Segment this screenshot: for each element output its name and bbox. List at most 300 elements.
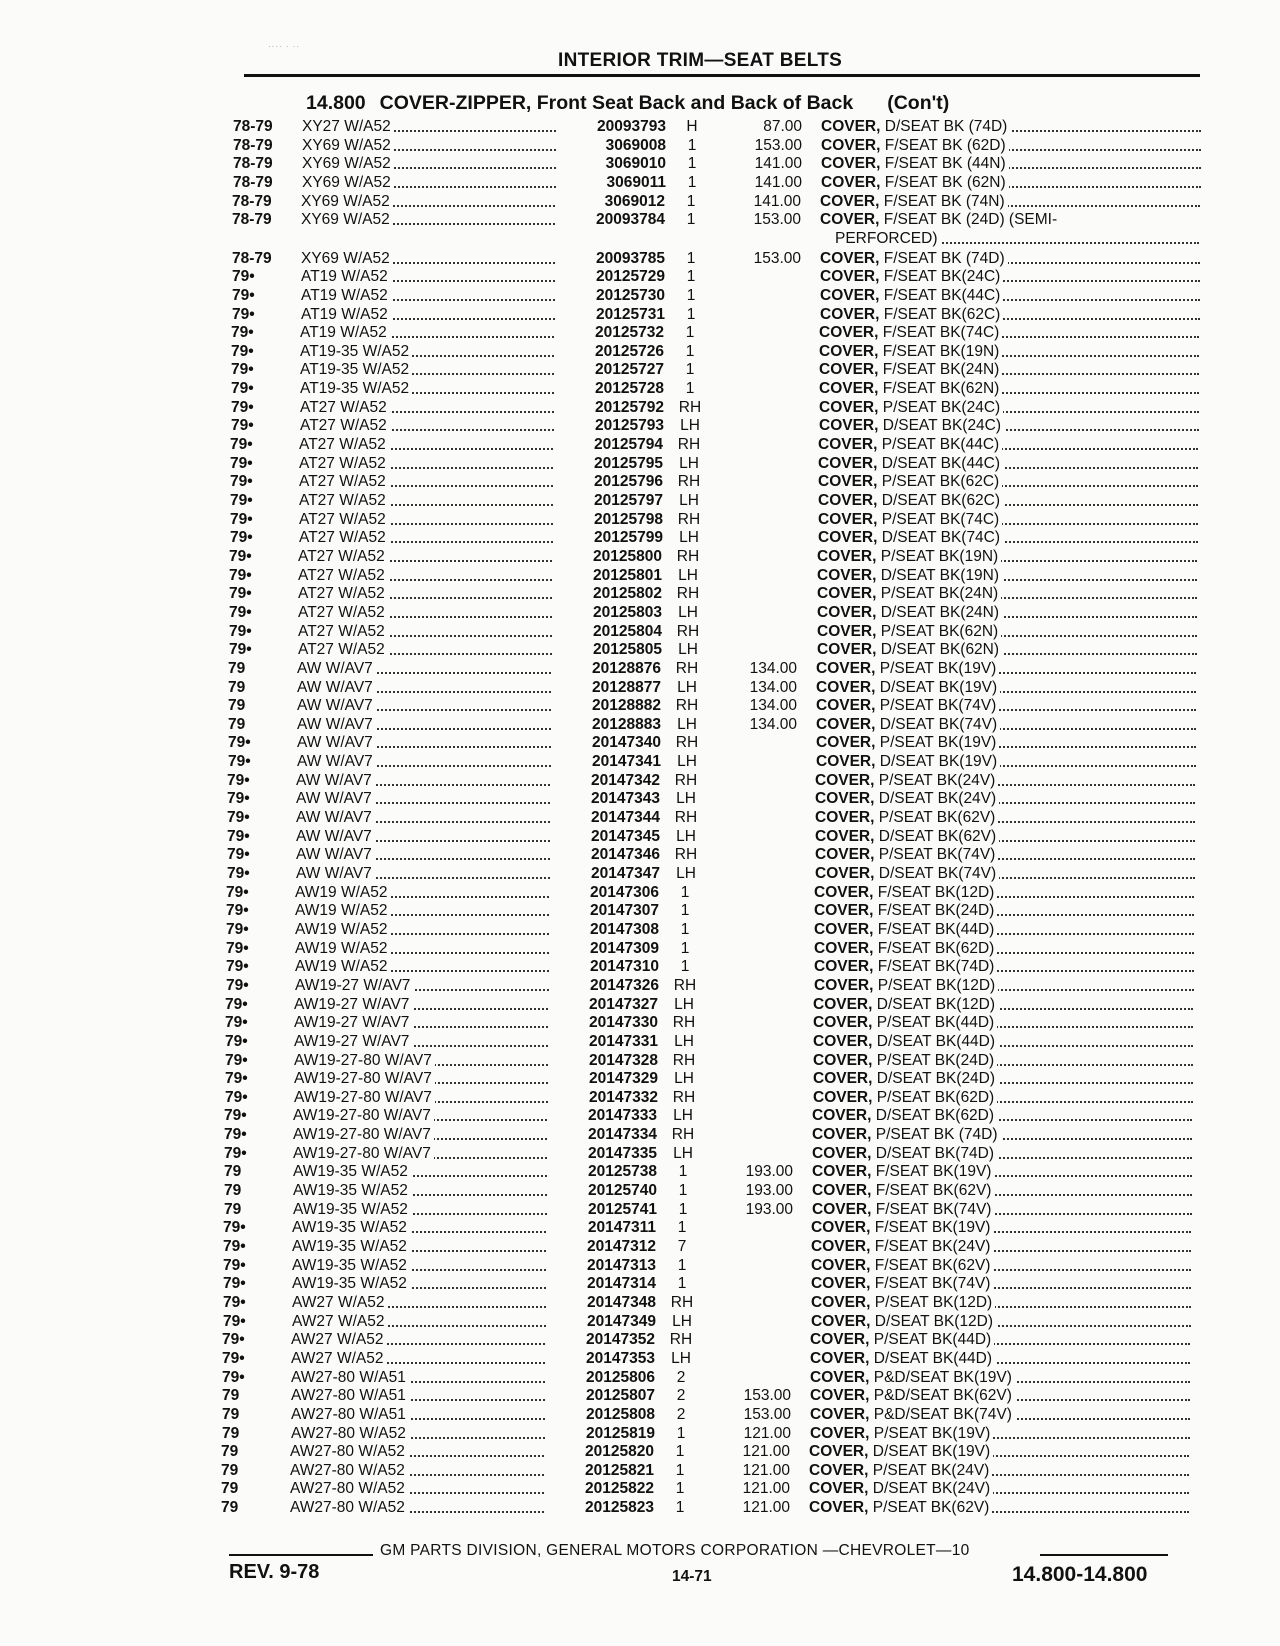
model-text: AW19-35 W/A52 bbox=[293, 1201, 411, 1218]
quantity-cell: 1 bbox=[680, 920, 690, 938]
year-cell: 79• bbox=[225, 1014, 248, 1032]
description-cell bbox=[815, 808, 1195, 827]
description-cell bbox=[813, 1069, 1193, 1088]
price-cell: 141.00 bbox=[754, 173, 802, 191]
table-row bbox=[0, 267, 1280, 286]
description-cell bbox=[816, 733, 1196, 752]
description-keyword: COVER, bbox=[809, 1461, 869, 1479]
part-number-cell: 20125740 bbox=[588, 1182, 657, 1200]
table-row bbox=[0, 547, 1280, 566]
description-keyword: COVER, bbox=[819, 398, 879, 416]
description-detail: F/SEAT BK(44C) bbox=[879, 286, 1001, 304]
table-row bbox=[0, 342, 1280, 361]
description-keyword: COVER, bbox=[811, 1312, 871, 1330]
table-row bbox=[0, 192, 1280, 211]
price-cell: 134.00 bbox=[749, 678, 797, 696]
table-row bbox=[0, 1386, 1280, 1405]
description-cell bbox=[812, 1162, 1192, 1181]
description-keyword: COVER, bbox=[811, 1219, 871, 1237]
year-cell: 79 bbox=[221, 1480, 239, 1498]
description-keyword: COVER, bbox=[820, 286, 880, 304]
description-cell bbox=[810, 1368, 1190, 1387]
model-text: AW19-35 W/A52 bbox=[293, 1163, 411, 1180]
description-text bbox=[815, 809, 998, 826]
description-detail: P/SEAT BK(44D) bbox=[872, 1014, 995, 1032]
description-keyword: COVER, bbox=[811, 1238, 871, 1255]
year-cell: 79 bbox=[228, 659, 246, 677]
year-cell: 79• bbox=[225, 1070, 248, 1088]
part-number-cell: 20147348 bbox=[587, 1293, 656, 1311]
description-keyword: COVER, bbox=[816, 659, 876, 677]
year-cell: 79 bbox=[228, 715, 246, 733]
description-keyword: COVER, bbox=[811, 1293, 871, 1311]
description-cell bbox=[811, 1218, 1191, 1237]
page-header-title: INTERIOR TRIM—SEAT BELTS bbox=[558, 50, 843, 71]
description-cell bbox=[813, 995, 1193, 1014]
model-text: XY69 W/A52 bbox=[301, 250, 393, 267]
table-row bbox=[0, 510, 1280, 529]
part-number-cell: 20125822 bbox=[585, 1480, 654, 1498]
table-row bbox=[0, 901, 1280, 920]
price-cell: 193.00 bbox=[745, 1163, 793, 1181]
description-cell bbox=[813, 1013, 1193, 1032]
model-text: AT19-35 W/A52 bbox=[300, 380, 412, 397]
model-text: AW W/AV7 bbox=[296, 790, 375, 807]
part-number-cell: 3069012 bbox=[604, 192, 665, 210]
table-row bbox=[0, 1032, 1280, 1051]
model-text: AT27 W/A52 bbox=[298, 567, 388, 584]
year-cell: 79 bbox=[221, 1443, 239, 1461]
table-row bbox=[0, 939, 1280, 958]
quantity-cell: LH bbox=[678, 603, 698, 621]
description-detail: F/SEAT BK(19N) bbox=[878, 342, 1000, 360]
quantity-cell: 1 bbox=[685, 342, 695, 360]
table-row bbox=[0, 360, 1280, 379]
description-text bbox=[817, 623, 1001, 640]
year-cell: 79• bbox=[229, 622, 252, 640]
description-detail: F/SEAT BK(24V) bbox=[870, 1238, 991, 1255]
quantity-cell: 1 bbox=[680, 958, 690, 976]
model-text: AT27 W/A52 bbox=[298, 641, 388, 658]
price-cell: 153.00 bbox=[754, 136, 802, 154]
description-cell bbox=[814, 920, 1194, 939]
description-cell bbox=[812, 1125, 1192, 1144]
part-number-cell: 20125727 bbox=[595, 361, 664, 379]
description-text bbox=[815, 790, 999, 807]
description-cell bbox=[819, 323, 1199, 342]
footer-revision: REV. 9-78 bbox=[229, 1561, 320, 1583]
description-cell bbox=[816, 752, 1196, 771]
year-cell: 79• bbox=[225, 1088, 248, 1106]
part-number-cell: 20125802 bbox=[593, 585, 662, 603]
description-keyword: COVER, bbox=[813, 1088, 873, 1106]
table-row bbox=[0, 771, 1280, 790]
quantity-cell: RH bbox=[669, 1331, 693, 1349]
quantity-cell: 1 bbox=[678, 1200, 688, 1218]
description-keyword: COVER, bbox=[820, 192, 880, 210]
footer-corporation: GM PARTS DIVISION, GENERAL MOTORS CORPORATION —CHEVROLET—10 bbox=[380, 1542, 970, 1559]
part-number-cell: 20147352 bbox=[586, 1331, 655, 1349]
description-text bbox=[814, 977, 998, 994]
description-text bbox=[812, 1145, 997, 1162]
description-keyword: COVER, bbox=[816, 753, 876, 771]
description-text bbox=[811, 1275, 993, 1292]
description-text: PERFORCED) bbox=[835, 230, 940, 247]
description-text bbox=[821, 155, 1009, 172]
quantity-cell: 2 bbox=[676, 1387, 686, 1405]
price-cell: 141.00 bbox=[754, 155, 802, 173]
description-cell bbox=[835, 229, 1199, 248]
description-text bbox=[816, 753, 1000, 770]
description-detail: D/SEAT BK(44D) bbox=[869, 1349, 993, 1367]
model-text: AW19-27-80 W/AV7 bbox=[293, 1107, 434, 1124]
description-cell bbox=[817, 584, 1197, 603]
part-number-cell: 20147331 bbox=[589, 1032, 658, 1050]
description-detail: F/SEAT BK(44D) bbox=[873, 920, 995, 938]
table-row bbox=[0, 696, 1280, 715]
quantity-cell: LH bbox=[678, 566, 698, 584]
description-keyword: COVER, bbox=[816, 715, 876, 733]
description-text bbox=[818, 492, 1003, 509]
description-detail: D/SEAT BK (74D) bbox=[880, 118, 1008, 135]
description-cell bbox=[810, 1330, 1190, 1349]
description-detail: F/SEAT BK(19V) bbox=[871, 1163, 992, 1181]
description-detail: D/SEAT BK(44C) bbox=[877, 454, 1001, 472]
description-cell bbox=[809, 1479, 1189, 1498]
description-cell bbox=[820, 192, 1200, 211]
year-cell: 79• bbox=[223, 1256, 246, 1274]
description-detail: D/SEAT BK(62C) bbox=[877, 492, 1001, 509]
description-detail: D/SEAT BK(19N) bbox=[876, 566, 1000, 584]
description-text bbox=[815, 846, 998, 863]
description-cell bbox=[817, 566, 1197, 585]
description-cell bbox=[811, 1312, 1191, 1331]
description-detail: F/SEAT BK(74D) bbox=[873, 958, 995, 976]
quantity-cell: 1 bbox=[680, 902, 690, 920]
quantity-cell: 1 bbox=[678, 1182, 688, 1200]
quantity-cell: LH bbox=[677, 753, 697, 771]
model-text: AW19 W/A52 bbox=[295, 902, 390, 919]
quantity-cell: 1 bbox=[685, 380, 695, 398]
description-cell bbox=[820, 267, 1200, 286]
description-cell bbox=[818, 435, 1198, 454]
price-cell: 121.00 bbox=[743, 1424, 791, 1442]
part-number-cell: 20125741 bbox=[588, 1200, 657, 1218]
model-text: AT27 W/A52 bbox=[299, 492, 389, 509]
description-detail: P/SEAT BK(12D) bbox=[870, 1293, 993, 1311]
model-text: AT19-35 W/A52 bbox=[300, 361, 412, 378]
description-text bbox=[811, 1257, 993, 1274]
quantity-cell: RH bbox=[671, 1126, 695, 1144]
description-text bbox=[811, 1219, 993, 1236]
table-row bbox=[0, 1293, 1280, 1312]
description-cell bbox=[819, 379, 1199, 398]
year-cell: 78-79 bbox=[233, 173, 273, 191]
model-text: AW19-27 W/AV7 bbox=[294, 1014, 412, 1031]
description-text bbox=[821, 174, 1009, 191]
description-cell bbox=[816, 678, 1196, 697]
model-text: AW W/AV7 bbox=[297, 753, 376, 770]
description-text bbox=[818, 436, 1002, 453]
part-number-cell: 20125804 bbox=[593, 622, 662, 640]
quantity-cell: RH bbox=[678, 398, 702, 416]
model-text: AW19-27-80 W/AV7 bbox=[294, 1070, 435, 1087]
description-keyword: COVER, bbox=[816, 678, 876, 696]
price-cell: 121.00 bbox=[742, 1461, 790, 1479]
quantity-cell: LH bbox=[673, 1107, 693, 1125]
description-keyword: COVER, bbox=[820, 249, 880, 267]
year-cell: 79• bbox=[227, 809, 250, 827]
description-text bbox=[813, 1070, 998, 1087]
description-text bbox=[813, 996, 998, 1013]
description-cell bbox=[820, 305, 1200, 324]
model-text: AT19 W/A52 bbox=[301, 306, 391, 323]
table-row bbox=[0, 622, 1280, 641]
description-keyword: COVER, bbox=[812, 1163, 872, 1181]
model-text: AW27-80 W/A52 bbox=[291, 1425, 409, 1442]
description-cell bbox=[814, 939, 1194, 958]
description-text bbox=[821, 137, 1009, 154]
description-text bbox=[812, 1163, 994, 1180]
part-number-cell: 20128883 bbox=[592, 715, 661, 733]
description-detail: D/SEAT BK(74V) bbox=[874, 865, 997, 882]
description-keyword: COVER, bbox=[818, 454, 878, 472]
description-keyword: COVER, bbox=[818, 492, 878, 509]
model-text: AT19-35 W/A52 bbox=[300, 343, 412, 360]
year-cell: 79• bbox=[225, 995, 248, 1013]
part-number-cell: 20125801 bbox=[593, 566, 662, 584]
part-number-cell: 20125729 bbox=[596, 268, 665, 286]
description-text bbox=[814, 902, 997, 919]
section-number: 14.800 bbox=[306, 92, 366, 114]
description-keyword: COVER, bbox=[810, 1349, 870, 1367]
description-text bbox=[812, 1126, 1001, 1143]
description-keyword: COVER, bbox=[814, 902, 874, 920]
quantity-cell: 2 bbox=[676, 1405, 686, 1423]
table-row bbox=[0, 398, 1280, 417]
description-text bbox=[815, 828, 999, 845]
model-text: AW19-35 W/A52 bbox=[292, 1257, 410, 1274]
table-row bbox=[0, 659, 1280, 678]
model-text: AT27 W/A52 bbox=[299, 455, 389, 472]
description-cell bbox=[814, 976, 1194, 995]
price-cell: 134.00 bbox=[749, 697, 797, 715]
description-text bbox=[819, 324, 1002, 341]
description-keyword: COVER, bbox=[814, 939, 874, 957]
description-detail: F/SEAT BK (44N) bbox=[880, 155, 1006, 173]
quantity-cell: RH bbox=[676, 547, 700, 565]
description-detail: F/SEAT BK(12D) bbox=[873, 883, 995, 901]
model-text: AW19 W/A52 bbox=[295, 921, 390, 938]
description-text bbox=[813, 1014, 997, 1031]
description-cell bbox=[817, 603, 1197, 622]
model-text: AT19 W/A52 bbox=[300, 324, 390, 341]
table-row bbox=[0, 995, 1280, 1014]
quantity-cell: 1 bbox=[677, 1256, 687, 1274]
description-cell bbox=[812, 1181, 1192, 1200]
table-row bbox=[0, 715, 1280, 734]
description-detail: P/SEAT BK(19V) bbox=[869, 1424, 991, 1442]
part-number-cell: 3069011 bbox=[606, 173, 666, 191]
price-cell: 153.00 bbox=[753, 249, 801, 267]
table-row bbox=[0, 1144, 1280, 1163]
quantity-cell: 1 bbox=[675, 1443, 685, 1461]
model-text: AW27-80 W/A51 bbox=[291, 1387, 409, 1404]
table-row bbox=[0, 416, 1280, 435]
description-text bbox=[817, 585, 1001, 602]
year-cell: 79• bbox=[224, 1144, 247, 1162]
model-text: XY27 W/A52 bbox=[302, 118, 394, 135]
year-cell: 79• bbox=[223, 1219, 246, 1237]
description-cell bbox=[809, 1498, 1189, 1517]
description-text bbox=[814, 884, 997, 901]
table-row bbox=[0, 1498, 1280, 1517]
quantity-cell: LH bbox=[674, 1070, 694, 1088]
description-text bbox=[814, 921, 997, 938]
year-cell: 79• bbox=[230, 492, 253, 509]
table-row bbox=[0, 454, 1280, 473]
year-cell: 79• bbox=[230, 454, 253, 472]
year-cell: 79• bbox=[231, 324, 254, 342]
quantity-cell: RH bbox=[674, 846, 698, 864]
description-cell bbox=[816, 659, 1196, 678]
quantity-cell: LH bbox=[673, 1144, 693, 1162]
footer-section-range: 14.800-14.800 bbox=[1012, 1563, 1148, 1586]
part-number-cell: 20147335 bbox=[588, 1144, 657, 1162]
year-cell: 79• bbox=[232, 305, 255, 323]
scan-artifact: ···· · ·· bbox=[268, 42, 301, 51]
description-detail: D/SEAT BK(24D) bbox=[872, 1070, 996, 1088]
year-cell: 79• bbox=[223, 1293, 246, 1311]
quantity-cell: 1 bbox=[675, 1499, 685, 1517]
table-row bbox=[0, 584, 1280, 603]
description-detail: F/SEAT BK(74V) bbox=[870, 1275, 991, 1293]
model-text: AW W/AV7 bbox=[297, 660, 376, 677]
table-row bbox=[0, 678, 1280, 697]
part-number-cell: 20125728 bbox=[595, 380, 664, 398]
year-cell: 79• bbox=[225, 1032, 248, 1050]
model-text: AW27-80 W/A52 bbox=[290, 1480, 408, 1497]
description-cell bbox=[819, 360, 1199, 379]
table-row bbox=[0, 1237, 1280, 1256]
description-detail: P/SEAT BK(19V) bbox=[875, 734, 997, 752]
model-text: AW19 W/A52 bbox=[295, 940, 390, 957]
table-row bbox=[0, 920, 1280, 939]
description-cell bbox=[817, 547, 1197, 566]
quantity-cell: LH bbox=[674, 995, 694, 1013]
price-cell: 87.00 bbox=[763, 118, 802, 135]
model-text: AW19-35 W/A52 bbox=[293, 1182, 411, 1199]
description-text bbox=[820, 306, 1003, 323]
quantity-cell: 1 bbox=[686, 286, 696, 304]
quantity-cell: RH bbox=[672, 1051, 696, 1069]
part-number-cell: 20125799 bbox=[594, 529, 663, 547]
description-keyword: COVER, bbox=[812, 1182, 872, 1200]
description-detail: F/SEAT BK(19V) bbox=[870, 1219, 991, 1237]
part-number-cell: 20125738 bbox=[588, 1163, 657, 1181]
table-row bbox=[0, 154, 1280, 173]
year-cell: 79• bbox=[224, 1107, 247, 1125]
model-text: AW W/AV7 bbox=[296, 828, 375, 845]
description-detail: F/SEAT BK (24D) (SEMI- bbox=[879, 211, 1058, 229]
description-keyword: COVER, bbox=[819, 342, 879, 360]
table-row bbox=[0, 1106, 1280, 1125]
table-row bbox=[0, 1162, 1280, 1181]
footer-rule-right bbox=[1040, 1554, 1168, 1556]
description-keyword: COVER, bbox=[810, 1387, 870, 1405]
description-detail: D/SEAT BK(12D) bbox=[872, 995, 996, 1013]
description-keyword: COVER, bbox=[813, 995, 873, 1013]
year-cell: 79• bbox=[229, 547, 252, 565]
description-text bbox=[809, 1462, 992, 1479]
year-cell: 79• bbox=[222, 1349, 245, 1367]
description-detail: D/SEAT BK(62N) bbox=[876, 641, 1000, 659]
part-number-cell: 20125798 bbox=[594, 510, 663, 528]
table-row bbox=[0, 528, 1280, 547]
model-text: XY69 W/A52 bbox=[302, 137, 394, 154]
quantity-cell: LH bbox=[679, 529, 699, 547]
description-detail: D/SEAT BK(74D) bbox=[871, 1144, 995, 1162]
part-number-cell: 20147333 bbox=[588, 1107, 657, 1125]
description-keyword: COVER, bbox=[818, 436, 878, 454]
table-row bbox=[0, 1051, 1280, 1070]
table-row bbox=[0, 864, 1280, 883]
table-row bbox=[0, 957, 1280, 976]
year-cell: 79• bbox=[232, 268, 255, 286]
quantity-cell: 1 bbox=[680, 939, 690, 957]
description-detail: P/SEAT BK(24V) bbox=[874, 771, 996, 789]
quantity-cell: 1 bbox=[675, 1480, 685, 1498]
description-cell bbox=[821, 136, 1201, 155]
table-row bbox=[0, 1424, 1280, 1443]
quantity-cell: 1 bbox=[680, 883, 690, 901]
table-row bbox=[0, 305, 1280, 324]
description-text bbox=[814, 958, 997, 975]
description-cell bbox=[818, 454, 1198, 473]
description-keyword: COVER, bbox=[815, 827, 875, 845]
part-number-cell: 20147343 bbox=[591, 790, 660, 808]
table-row bbox=[0, 249, 1280, 268]
table-row bbox=[0, 117, 1280, 136]
quantity-cell: 1 bbox=[686, 268, 696, 286]
description-detail: F/SEAT BK(62N) bbox=[878, 380, 1000, 398]
description-text bbox=[809, 1480, 993, 1497]
model-text: AT19 W/A52 bbox=[301, 287, 391, 304]
part-number-cell: 20125803 bbox=[593, 603, 662, 621]
description-keyword: COVER, bbox=[812, 1107, 872, 1125]
quantity-cell: 1 bbox=[685, 324, 695, 342]
quantity-cell: 1 bbox=[685, 361, 695, 379]
part-number-cell: 20147306 bbox=[590, 883, 659, 901]
description-text bbox=[816, 716, 1000, 733]
description-text bbox=[816, 660, 999, 677]
part-number-cell: 20125731 bbox=[596, 305, 665, 323]
description-keyword: COVER, bbox=[817, 603, 877, 621]
part-number-cell: 20147334 bbox=[588, 1126, 657, 1144]
model-text: AW W/AV7 bbox=[297, 734, 376, 751]
quantity-cell: LH bbox=[676, 865, 696, 882]
year-cell: 79• bbox=[227, 827, 250, 845]
table-row bbox=[0, 1368, 1280, 1387]
year-cell: 79• bbox=[230, 473, 253, 491]
table-row bbox=[0, 1200, 1280, 1219]
model-text: XY69 W/A52 bbox=[302, 155, 394, 172]
description-detail: P/SEAT BK(44D) bbox=[869, 1331, 992, 1349]
description-keyword: COVER, bbox=[819, 380, 879, 398]
year-cell: 79• bbox=[226, 958, 249, 976]
model-text: AW19-35 W/A52 bbox=[292, 1275, 410, 1292]
quantity-cell: LH bbox=[674, 1032, 694, 1050]
